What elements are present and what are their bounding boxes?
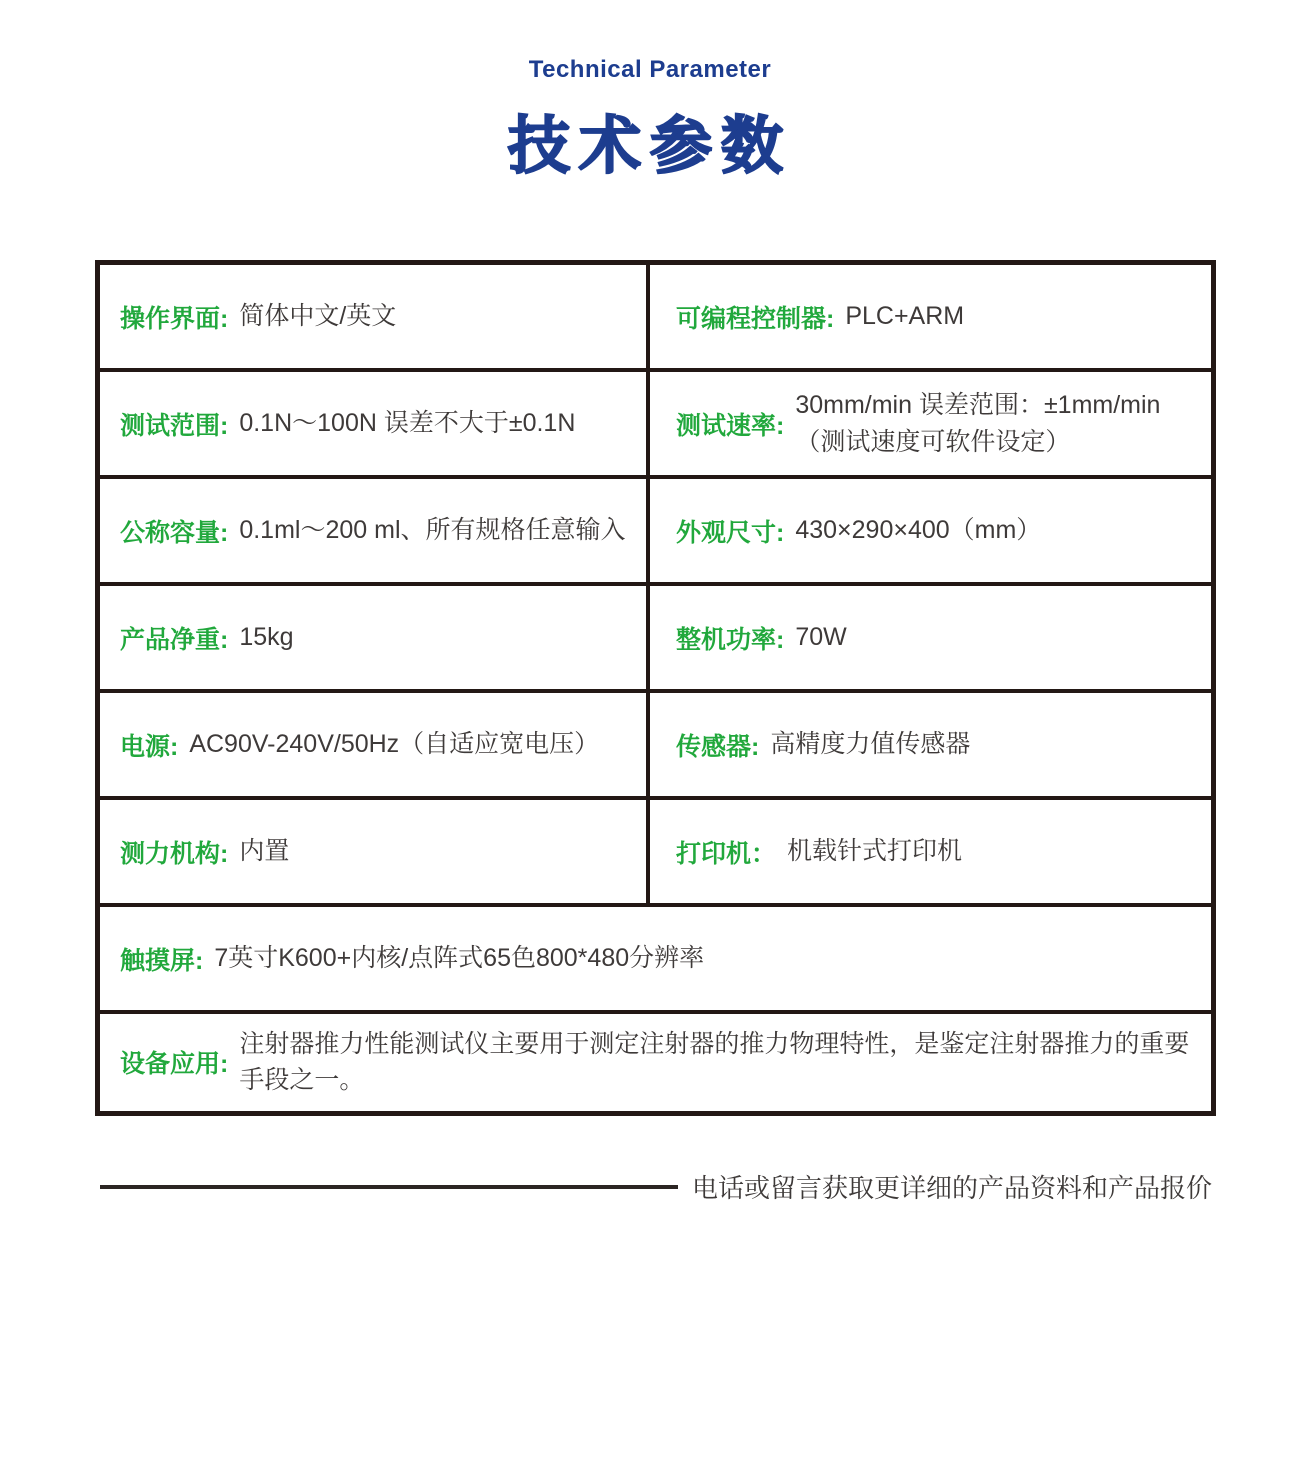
table-row — [100, 1010, 1211, 1111]
page-header — [0, 0, 1300, 185]
spec-label: 打印机： — [676, 839, 777, 868]
footer — [100, 1168, 1220, 1205]
page-title: 技术参数 — [507, 112, 792, 181]
spec-cell-power-supply — [100, 693, 650, 796]
spec-value: 430×290×400（mm） — [795, 516, 1042, 545]
table-row — [100, 368, 1211, 475]
spec-cell-force-mechanism — [100, 800, 650, 903]
spec-value: 简体中文/英文 — [239, 302, 397, 331]
spec-value: AC90V-240V/50Hz（自适应宽电压） — [189, 730, 600, 759]
spec-cell-dimensions — [650, 479, 1211, 582]
spec-table — [95, 260, 1216, 1116]
spec-cell-nominal-capacity — [100, 479, 650, 582]
spec-label: 外观尺寸: — [676, 518, 785, 547]
spec-cell-application — [100, 1014, 1211, 1111]
spec-label: 整机功率: — [676, 625, 785, 654]
spec-label: 测试范围: — [120, 411, 229, 440]
spec-cell-sensor — [650, 693, 1211, 796]
spec-value: 注射器推力性能测试仪主要用于测定注射器的推力物理特性，是鉴定注射器推力的重要手段之一。 — [239, 1030, 1190, 1095]
spec-label: 测力机构: — [120, 839, 229, 868]
spec-value-line1: 30mm/min 误差范围：±1mm/min — [795, 391, 1161, 420]
spec-label: 产品净重: — [120, 625, 229, 654]
table-row — [100, 689, 1211, 796]
spec-label: 设备应用: — [120, 1050, 229, 1079]
table-row — [100, 475, 1211, 582]
spec-value-line2: （测试速度可软件设定） — [795, 427, 1071, 456]
spec-cell-net-weight — [100, 586, 650, 689]
footer-divider-line — [100, 1185, 678, 1189]
spec-label: 操作界面: — [120, 304, 229, 333]
spec-cell-test-speed — [650, 372, 1211, 475]
spec-label: 传感器: — [676, 732, 760, 761]
spec-cell-touchscreen — [100, 907, 1211, 1010]
footer-note: 电话或留言获取更详细的产品资料和产品报价 — [692, 1173, 1213, 1203]
table-row — [100, 903, 1211, 1010]
spec-value: PLC+ARM — [845, 302, 965, 331]
spec-value — [795, 387, 1160, 460]
spec-cell-printer — [650, 800, 1211, 903]
spec-value: 内置 — [239, 837, 290, 866]
spec-value: 7英寸K600+内核/点阵式65色800*480分辨率 — [214, 944, 705, 973]
spec-cell-operation-interface — [100, 265, 650, 368]
spec-cell-programmable-controller — [650, 265, 1211, 368]
spec-value: 高精度力值传感器 — [770, 730, 971, 759]
table-row — [100, 796, 1211, 903]
table-row — [100, 265, 1211, 368]
subtitle-en: Technical Parameter — [528, 56, 772, 83]
table-row — [100, 582, 1211, 689]
spec-cell-power — [650, 586, 1211, 689]
spec-value: 70W — [795, 623, 847, 652]
spec-value: 0.1ml～200 ml、所有规格任意输入 — [239, 516, 626, 545]
spec-label: 触摸屏: — [120, 946, 204, 975]
spec-value: 0.1N～100N 误差不大于±0.1N — [239, 409, 576, 438]
spec-label: 可编程控制器: — [676, 304, 835, 333]
spec-label: 公称容量: — [120, 518, 229, 547]
spec-label: 电源: — [120, 732, 179, 761]
spec-label: 测试速率: — [676, 411, 785, 440]
spec-value: 机载针式打印机 — [787, 837, 963, 866]
spec-value: 15kg — [239, 623, 294, 652]
spec-cell-test-range — [100, 372, 650, 475]
